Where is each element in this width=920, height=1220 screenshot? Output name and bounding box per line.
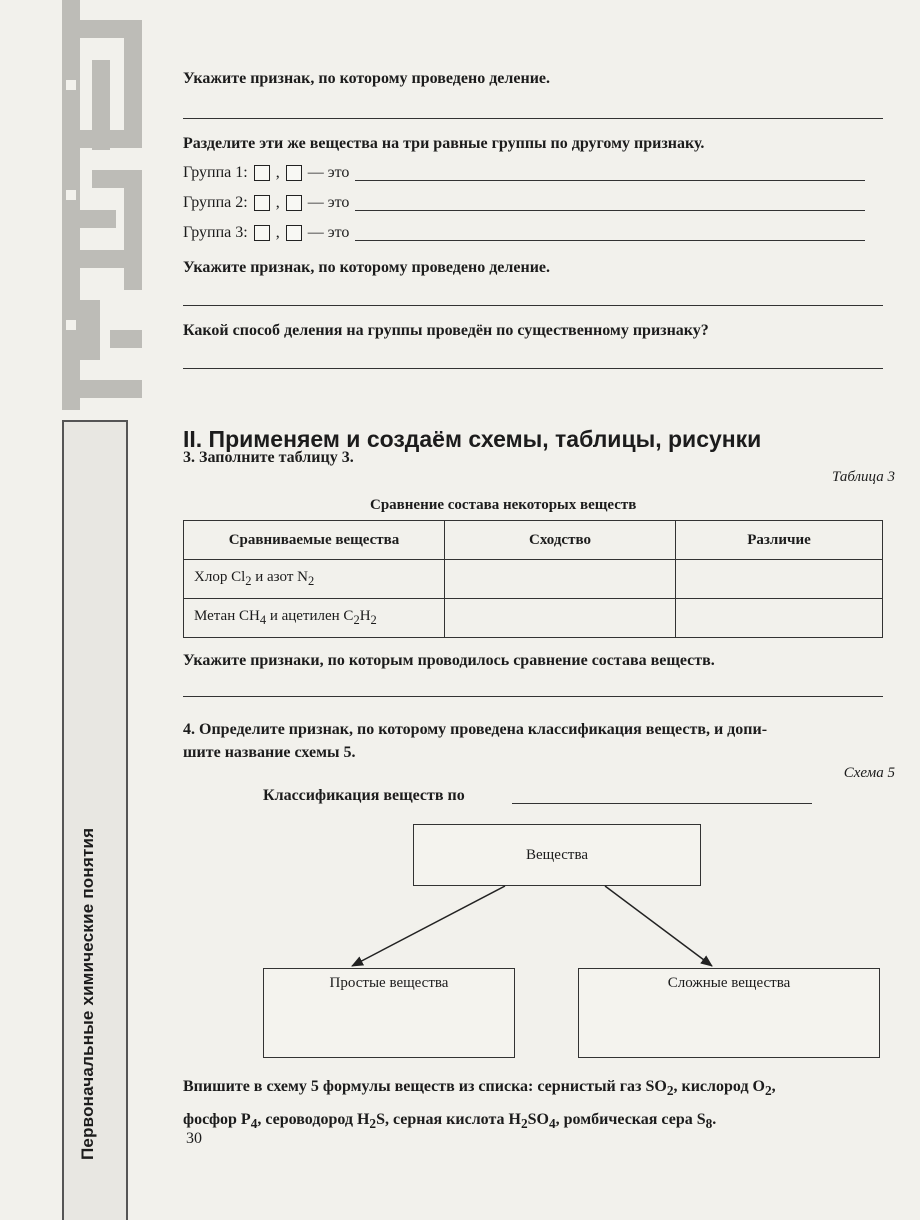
group-row-3 bbox=[183, 224, 865, 242]
question-sign-1: Укажите признак, по которому проведено деление. bbox=[183, 70, 551, 87]
task-3: 3. Заполните таблицу 3. bbox=[183, 449, 354, 466]
text: . bbox=[712, 1111, 717, 1129]
task-4-line-1: 4. Определите признак, по которому проведена классификация веществ, и допи- bbox=[183, 721, 768, 738]
table-cell-similarity[interactable] bbox=[445, 560, 676, 599]
formula-text: H bbox=[359, 608, 371, 624]
node-label: Простые вещества bbox=[329, 975, 449, 991]
table-header-row bbox=[184, 521, 883, 560]
text: S, серная кислота H bbox=[376, 1111, 521, 1129]
section-title: II. Применяем и создаём схемы, таблицы, рисунки bbox=[183, 426, 762, 452]
question-method: Какой способ деления на группы проведён по существенному признаку? bbox=[183, 322, 709, 339]
table-header: Различие bbox=[676, 521, 883, 560]
comma: , bbox=[275, 164, 280, 181]
answer-line[interactable] bbox=[183, 118, 883, 119]
group-dash: — это bbox=[307, 194, 350, 211]
text: , сероводород H bbox=[257, 1111, 370, 1129]
group-label: Группа 2: bbox=[183, 194, 248, 211]
answer-line[interactable] bbox=[355, 196, 865, 211]
subscript: 2 bbox=[764, 1083, 772, 1099]
table-header: Сходство bbox=[445, 521, 676, 560]
text: SO bbox=[527, 1111, 549, 1129]
group-label: Группа 3: bbox=[183, 224, 248, 241]
answer-box[interactable] bbox=[286, 165, 302, 181]
formula-text: Хлор Cl bbox=[194, 569, 246, 585]
formula-subscript: 2 bbox=[370, 613, 377, 627]
arrow-left bbox=[352, 886, 505, 966]
table-cell-substances bbox=[184, 599, 445, 638]
answer-line[interactable] bbox=[183, 305, 883, 306]
table-caption: Таблица 3 bbox=[832, 469, 895, 485]
node-complex-substances[interactable] bbox=[578, 968, 880, 1058]
node-simple-substances[interactable] bbox=[263, 968, 515, 1058]
node-label: Сложные вещества bbox=[667, 975, 791, 991]
answer-box[interactable] bbox=[286, 225, 302, 241]
table-cell-difference[interactable] bbox=[676, 599, 883, 638]
answer-box[interactable] bbox=[286, 195, 302, 211]
answer-box[interactable] bbox=[254, 195, 270, 211]
table-cell-similarity[interactable] bbox=[445, 599, 676, 638]
text: , кислород O bbox=[673, 1078, 765, 1095]
node-substances bbox=[413, 824, 701, 886]
comparison-table bbox=[183, 520, 883, 638]
text: Впишите в схему 5 формулы веществ из списка: сернистый газ SO bbox=[183, 1078, 667, 1095]
table-row bbox=[184, 599, 883, 638]
group-row-2 bbox=[183, 194, 865, 212]
subscript: 4 bbox=[548, 1116, 556, 1132]
text: , ромбическая сера S bbox=[555, 1111, 706, 1129]
question-divide: Разделите эти же вещества на три равные группы по другому признаку. bbox=[183, 135, 705, 152]
table-header: Сравниваемые вещества bbox=[184, 521, 445, 560]
answer-line[interactable] bbox=[355, 166, 865, 181]
text: фосфор P bbox=[183, 1111, 251, 1129]
table-row bbox=[184, 560, 883, 599]
formula-subscript: 2 bbox=[307, 574, 315, 588]
formula-text: Метан CH bbox=[194, 608, 260, 624]
table-title: Сравнение состава некоторых веществ bbox=[370, 497, 637, 513]
subscript: 2 bbox=[520, 1116, 528, 1132]
formula-text: и азот N bbox=[251, 569, 308, 585]
arrow-right bbox=[605, 886, 712, 966]
subscript: 4 bbox=[250, 1116, 258, 1132]
comma: , bbox=[275, 224, 280, 241]
formula-subscript: 2 bbox=[353, 613, 360, 627]
answer-line[interactable] bbox=[355, 226, 865, 241]
formula-subscript: 2 bbox=[245, 574, 252, 588]
subscript: 2 bbox=[666, 1083, 674, 1099]
question-compare: Укажите признаки, по которым проводилось сравнение состава веществ. bbox=[183, 652, 715, 669]
side-chapter-title: Первоначальные химические понятия bbox=[78, 827, 97, 1160]
group-row-1 bbox=[183, 164, 865, 182]
page-number: 30 bbox=[186, 1130, 202, 1147]
answer-line[interactable] bbox=[183, 368, 883, 369]
instruction-text bbox=[183, 1072, 903, 1138]
task-4-line-2: шите название схемы 5. bbox=[183, 744, 356, 761]
scheme-caption: Схема 5 bbox=[843, 765, 895, 781]
comma: , bbox=[275, 194, 280, 211]
subscript: 8 bbox=[705, 1116, 713, 1132]
group-label: Группа 1: bbox=[183, 164, 248, 181]
group-dash: — это bbox=[307, 224, 350, 241]
formula-subscript: 4 bbox=[259, 613, 267, 627]
answer-box[interactable] bbox=[254, 165, 270, 181]
scheme-label: Классификация веществ по bbox=[263, 787, 465, 804]
scheme-name-line[interactable] bbox=[512, 803, 812, 804]
margin-pattern bbox=[0, 0, 150, 430]
answer-box[interactable] bbox=[254, 225, 270, 241]
node-label: Вещества bbox=[526, 846, 588, 863]
group-dash: — это bbox=[307, 164, 350, 181]
answer-line[interactable] bbox=[183, 696, 883, 697]
text: , bbox=[771, 1078, 776, 1095]
table-cell-substances bbox=[184, 560, 445, 599]
table-cell-difference[interactable] bbox=[676, 560, 883, 599]
subscript: 2 bbox=[369, 1116, 377, 1132]
question-sign-2: Укажите признак, по которому проведено деление. bbox=[183, 259, 551, 276]
formula-text: и ацетилен C bbox=[266, 608, 354, 624]
